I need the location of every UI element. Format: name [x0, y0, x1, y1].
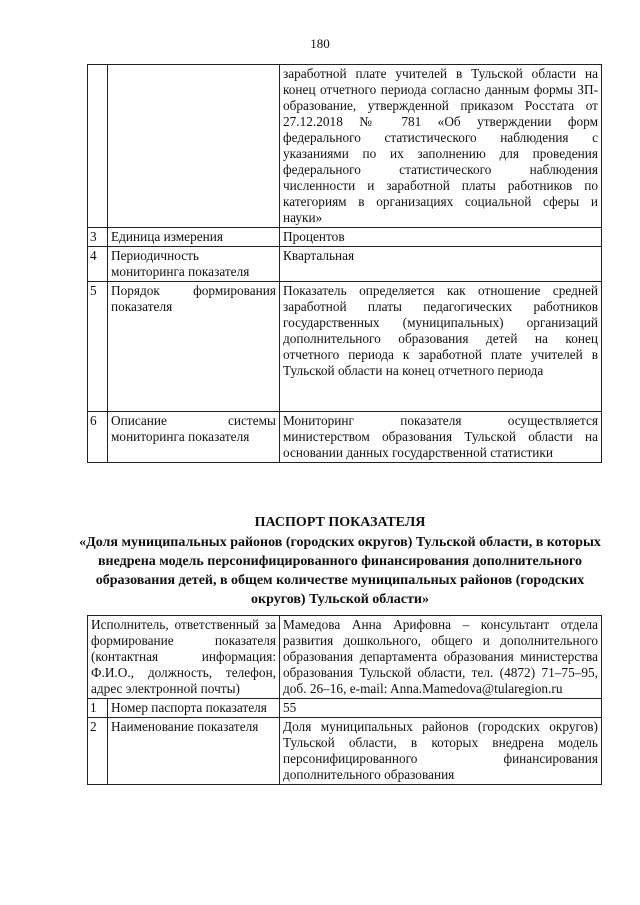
row-value: Процентов [280, 228, 602, 247]
row-value: Квартальная [280, 247, 602, 282]
row-label: Номер паспорта показателя [108, 699, 280, 718]
row-number: 3 [88, 228, 108, 247]
row-value: Показатель определяется как отношение средней заработной платы педагогических работников государственных (муниципальных) организаций дополнительного образования детей на конец отчетного периода к заработной плате учителей в Тульской области на конец отчетного периода [280, 282, 602, 412]
row-value: 55 [280, 699, 602, 718]
row-label: Единица измерения [108, 228, 280, 247]
row-number: 5 [88, 282, 108, 412]
row-label: Описание системы мониторинга показателя [108, 412, 280, 463]
row-value: Доля муниципальных районов (городских округов) Тульской области, в которых внедрена модель персонифицированного финансирования дополнительного образования [280, 718, 602, 785]
passport-table [87, 615, 602, 785]
row-label: Наименование показателя [108, 718, 280, 785]
passport-heading [70, 513, 610, 609]
row-number-cell [88, 65, 108, 228]
row-label: Порядок формирования показателя [108, 282, 280, 412]
page-number: 180 [310, 36, 330, 51]
indicator-table-continued [87, 64, 602, 463]
row-label-cell [108, 65, 280, 228]
executor-row [88, 616, 602, 699]
table-row [88, 247, 602, 282]
row-number: 6 [88, 412, 108, 463]
executor-value: Мамедова Анна Арифовна – консультант отдела развития дошкольного, общего и дополнительного образования департамента образования министерства образования Тульской области, тел. (4872) 71–75–95, доб. 26–16, e-mail: Anna.Mamedova@tularegion.ru [280, 616, 602, 699]
row-value: Мониторинг показателя осуществляется министерством образования Тульской области на основании данных государственной статистики [280, 412, 602, 463]
row-number: 1 [88, 699, 108, 718]
table-row [88, 699, 602, 718]
continuation-text: заработной плате учителей в Тульской области на конец отчетного периода согласно данным формы ЗП-образование, утвержденной приказом Росстата от 27.12.2018 № 781 «Об утверждении форм федерального статистического наблюдения с указаниями по их заполнению для проведения федерального статистического наблюдения численности и заработной платы работников по категориям в организациях социальной сферы и науки» [280, 65, 602, 228]
passport-title: ПАСПОРТ ПОКАЗАТЕЛЯ [254, 515, 426, 530]
row-label: Периодичность мониторинга показателя [108, 247, 280, 282]
table-row [88, 228, 602, 247]
row-number: 4 [88, 247, 108, 282]
passport-subtitle: «Доля муниципальных районов (городских округов) Тульской области, в которых внедрена модель персонифицированного финансирования дополнительного образования детей, в общем количестве муниципальных районов (городских округов) Тульской области» [79, 535, 601, 607]
table-row [88, 282, 602, 412]
table-row [88, 718, 602, 785]
table-row [88, 412, 602, 463]
table-row [88, 65, 602, 228]
executor-label: Исполнитель, ответственный за формирование показателя (контактная информация: Ф.И.О., должность, телефон, адрес электронной почты) [88, 616, 280, 699]
row-number: 2 [88, 718, 108, 785]
